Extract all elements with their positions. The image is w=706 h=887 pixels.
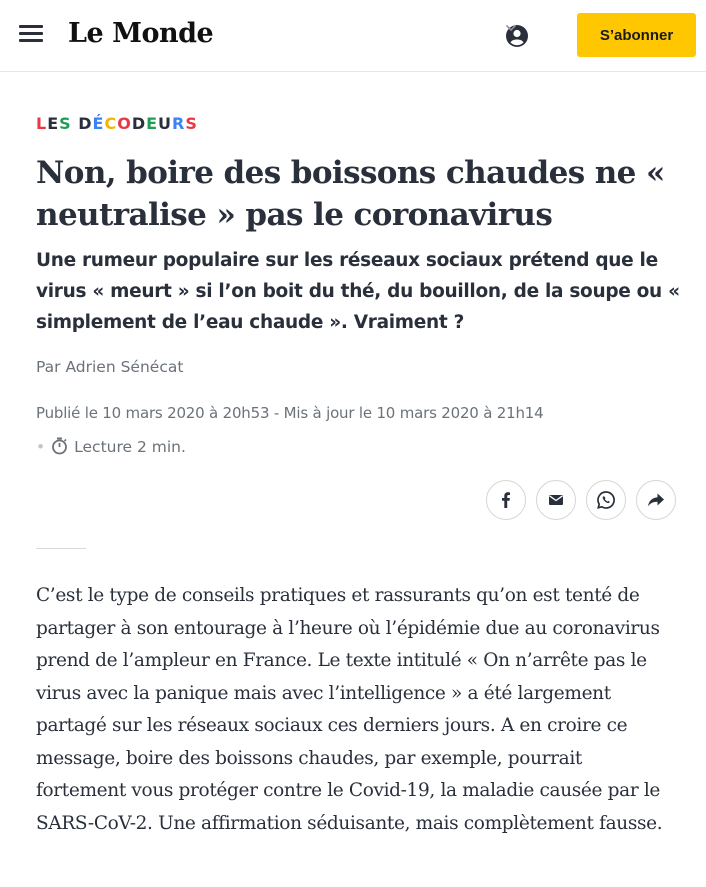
section-divider bbox=[36, 548, 86, 549]
article-byline: Par Adrien Sénécat bbox=[36, 358, 184, 376]
article-dates: Publié le 10 mars 2020 à 20h53 - Mis à jour le 10 mars 2020 à 21h14 bbox=[36, 404, 544, 422]
reading-time-label: Lecture 2 min. bbox=[74, 438, 186, 456]
account-button[interactable] bbox=[505, 24, 555, 48]
hamburger-icon[interactable] bbox=[19, 25, 43, 45]
article-description: Une rumeur populaire sur les réseaux sociaux prétend que le virus « meurt » si l’on boit du thé, du bouillon, de la soupe ou « simplement de l’eau chaude ». Vraiment ? bbox=[36, 250, 680, 333]
article-body: C’est le type de conseils pratiques et rassurants qu’on est tenté de partager à son entourage à l’heure où l’épidémie due au coronavirus prend de l’ampleur en France. Le texte intitulé « On n’arrête pas le virus avec la panique mais avec l’intelligence » a été largement partagé sur les réseaux sociaux ces derniers jours. A en croire ce message, boire des boissons chaudes, par exemple, pourrait fortement vous protéger contre le Covid-19, la maladie causée par le SARS-CoV-2. Une affirmation séduisante, mais complètement fausse. bbox=[36, 585, 663, 834]
email-icon bbox=[546, 490, 566, 510]
reading-time bbox=[36, 437, 186, 456]
rubric-label[interactable]: LES DÉCODEURS bbox=[36, 114, 198, 133]
share-facebook-button[interactable] bbox=[486, 480, 526, 520]
facebook-icon bbox=[496, 490, 516, 510]
share-more-button[interactable] bbox=[636, 480, 676, 520]
separator-dot: • bbox=[36, 438, 46, 456]
chevron-down-icon bbox=[505, 24, 517, 32]
site-logo[interactable]: Le Monde bbox=[68, 18, 214, 49]
site-header bbox=[0, 0, 706, 72]
share-whatsapp-button[interactable] bbox=[586, 480, 626, 520]
article-title: Non, boire des boissons chaudes ne « neutralise » pas le coronavirus bbox=[36, 155, 665, 233]
share-email-button[interactable] bbox=[536, 480, 576, 520]
stopwatch-icon bbox=[51, 437, 68, 455]
subscribe-button[interactable]: S’abonner bbox=[577, 13, 696, 57]
share-arrow-icon bbox=[646, 490, 666, 510]
whatsapp-icon bbox=[596, 490, 616, 510]
